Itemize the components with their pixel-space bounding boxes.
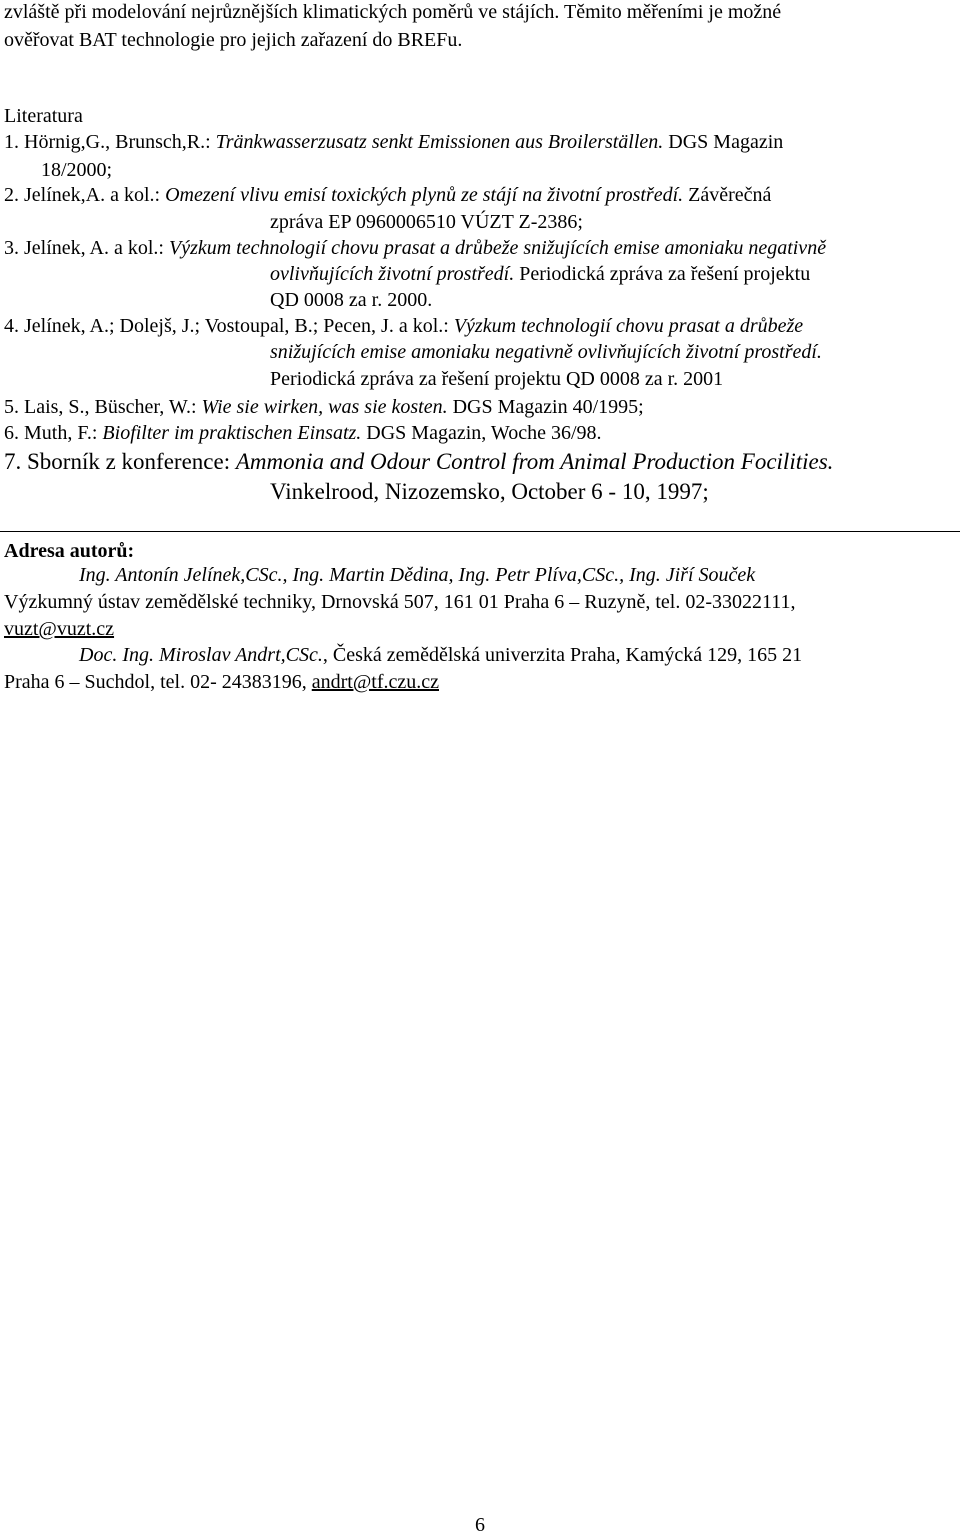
reference-5 <box>4 395 644 419</box>
page-number: 6 <box>475 1514 485 1536</box>
literature-heading: Literatura <box>4 105 83 127</box>
reference-2 <box>4 183 771 207</box>
reference-4-cont-2: Periodická zpráva za řešení projektu QD 0008 za r. 2001 <box>270 368 724 390</box>
ref-title: Výzkum technologií chovu prasat a drůbeže <box>453 315 804 337</box>
ref-authors: 4. Jelínek, A.; Dolejš, J.; Vostoupal, B.; Pecen, J. a kol.: <box>4 315 454 337</box>
reference-2-cont: zpráva EP 0960006510 VÚZT Z-2386; <box>270 211 583 233</box>
reference-6 <box>4 421 602 445</box>
ref-source: Závěrečná <box>683 184 772 206</box>
email-link-andrt[interactable]: andrt@tf.czu.cz <box>311 671 439 693</box>
section-divider <box>0 531 960 532</box>
ref-title: Ammonia and Odour Control from Animal Production Focilities. <box>235 449 834 474</box>
institution-1: Výzkumný ústav zemědělské techniky, Drnovská 507, 161 01 Praha 6 – Ruzyně, tel. 02-33022111, <box>4 591 796 613</box>
authors-heading: Adresa autorů: <box>4 540 135 562</box>
ref-authors: 7. Sborník z konference: <box>4 449 236 474</box>
email-link-vuzt[interactable]: vuzt@vuzt.cz <box>4 618 115 640</box>
author-2-name: Doc. Ing. Miroslav Andrt,CSc. <box>79 644 323 666</box>
ref-source: Periodická zpráva za řešení projektu <box>514 263 811 285</box>
ref-title-cont: ovlivňujících životní prostředí. <box>270 263 515 285</box>
ref-source: DGS Magazin <box>663 131 784 153</box>
reference-7-cont: Vinkelrood, Nizozemsko, October 6 - 10, 1997; <box>270 479 709 504</box>
ref-authors: 2. Jelínek,A. a kol.: <box>4 184 166 206</box>
ref-authors: 1. Hörnig,G., Brunsch,R.: <box>4 131 216 153</box>
institution-2: , Česká zemědělská univerzita Praha, Kamýcká 129, 165 21 <box>322 644 803 666</box>
institution-2-address: Praha 6 – Suchdol, tel. 02- 24383196, <box>4 671 312 693</box>
ref-source: DGS Magazin, Woche 36/98. <box>361 422 602 444</box>
author-2 <box>79 643 802 667</box>
reference-4 <box>4 314 803 338</box>
intro-line-2: ověřovat BAT technologie pro jejich zařazení do BREFu. <box>4 29 463 51</box>
author-names: Ing. Antonín Jelínek,CSc., Ing. Martin Dědina, Ing. Petr Plíva,CSc., Ing. Jiří Souček <box>79 564 756 586</box>
ref-source: DGS Magazin 40/1995; <box>447 396 644 418</box>
institution-2-cont <box>4 670 439 694</box>
reference-1 <box>4 130 783 154</box>
reference-7 <box>4 448 833 476</box>
ref-authors: 3. Jelínek, A. a kol.: <box>4 237 169 259</box>
ref-authors: 5. Lais, S., Büscher, W.: <box>4 396 202 418</box>
ref-title: Tränkwasserzusatz senkt Emissionen aus Broilerställen. <box>215 131 664 153</box>
reference-3-cont-2: QD 0008 za r. 2000. <box>270 289 433 311</box>
reference-4-cont: snižujících emise amoniaku negativně ovlivňujících životní prostředí. <box>270 341 822 363</box>
reference-3-cont <box>270 262 810 286</box>
ref-title: Omezení vlivu emisí toxických plynů ze stájí na životní prostředí. <box>165 184 684 206</box>
reference-3 <box>4 236 826 260</box>
ref-authors: 6. Muth, F.: <box>4 422 103 444</box>
reference-1-cont: 18/2000; <box>41 159 113 181</box>
email-1 <box>4 617 114 641</box>
ref-title: Výzkum technologií chovu prasat a drůbeže snižujících emise amoniaku negativně <box>168 237 827 259</box>
intro-line-1: zvláště při modelování nejrůznějších klimatických poměrů ve stájích. Těmito měřeními je možné <box>4 1 782 23</box>
ref-title: Wie sie wirken, was sie kosten. <box>201 396 448 418</box>
ref-title: Biofilter im praktischen Einsatz. <box>102 422 362 444</box>
